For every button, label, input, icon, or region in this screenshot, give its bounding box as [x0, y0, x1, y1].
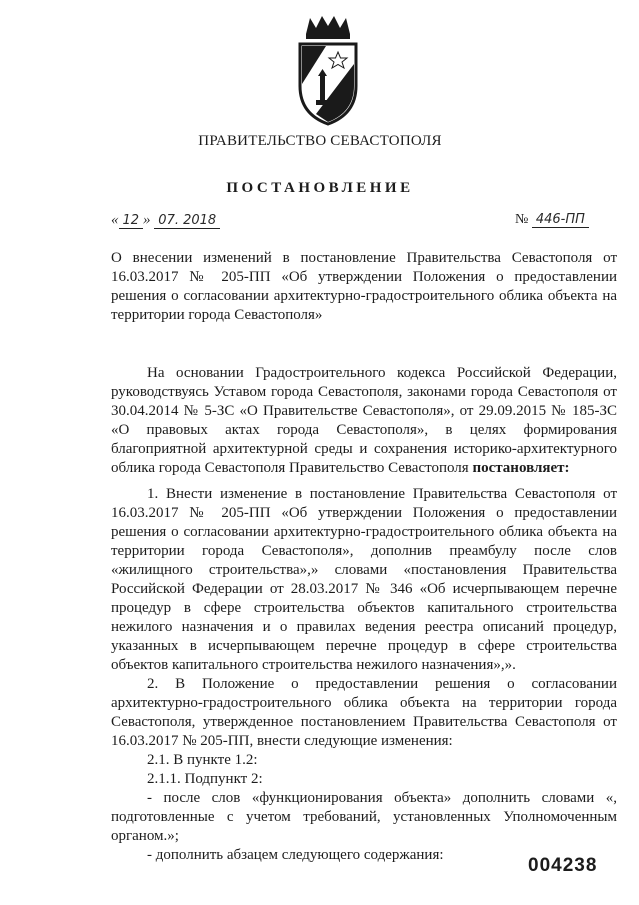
document-serial-number: 004238 [528, 855, 598, 876]
document-subject: О внесении изменений в постановление Правительства Севастополя от 16.03.2017 № 205-ПП «Об утверждении Положения о предоставлении решения о согласовании архитектурно-градостроительного облика объекта на территории города Севастополя» [111, 250, 617, 323]
preamble-paragraph [111, 364, 617, 478]
preamble-text: На основании Градостроительного кодекса Российской Федерации, руководствуясь Уставом города Севастополя, законами города Севастополя от 30.04.2014 № 5-ЗС «О Правительстве Севастополя», от 29.09.2015 № 185-ЗС «О правовых актах города Севастополя», в целях формирования благоприятной архитектурной среды и сохранения историко-архитектурного облика города Севастополя Правительство Севастополя [111, 365, 617, 476]
number-value: 446-ПП [532, 212, 589, 228]
resolution-items [111, 485, 617, 865]
item-2: 2. В Положение о предоставлении решения о согласовании архитектурно-градостроительного облика объекта на территории города Севастополя, утвержденное постановлением Правительства Севастополя от 16.03.2017 № 205-ПП, внести следующие изменения: [111, 676, 617, 749]
document-type-title: ПОСТАНОВЛЕНИЕ [226, 180, 414, 196]
date-open-quote: « [111, 212, 119, 228]
number-sign: № [515, 212, 529, 227]
date-close-quote: » [143, 212, 151, 228]
government-name: ПРАВИТЕЛЬСТВО СЕВАСТОПОЛЯ [198, 133, 442, 149]
item-2-1-1: 2.1.1. Подпункт 2: [147, 771, 263, 787]
date-month-year: 07. 2018 [154, 213, 220, 229]
document-number [515, 212, 589, 228]
item-bullet-1: - после слов «функционирования объекта» дополнить словами «, подготовленные с учетом требований, установленных Уполномоченным органом.»; [111, 790, 617, 844]
item-2-1: 2.1. В пункте 1.2: [147, 752, 258, 768]
document-date [111, 212, 220, 229]
resolves-word: постановляет: [472, 460, 570, 476]
item-bullet-2: - дополнить абзацем следующего содержания: [147, 847, 444, 863]
sevastopol-coat-of-arms-icon [296, 14, 360, 128]
item-1: 1. Внести изменение в постановление Правительства Севастополя от 16.03.2017 № 205-ПП «Об утверждении Положения о предоставлении решения о согласовании архитектурно-градостроительного облика объекта на территории города Севастополя», дополнив преамбулу после слов «жилищного строительства»,» словами «постановления Правительства Российской Федерации от 28.03.2017 № 346 «Об исчерпывающем перечне процедур в сфере строительства объектов капитального строительства нежилого назначения и о правилах ведения реестра описаний процедур, указанных в исчерпывающем перечне процедур в сфере строительства объектов капитального строительства нежилого назначения»,». [111, 486, 617, 673]
date-day: 12 [119, 213, 144, 229]
